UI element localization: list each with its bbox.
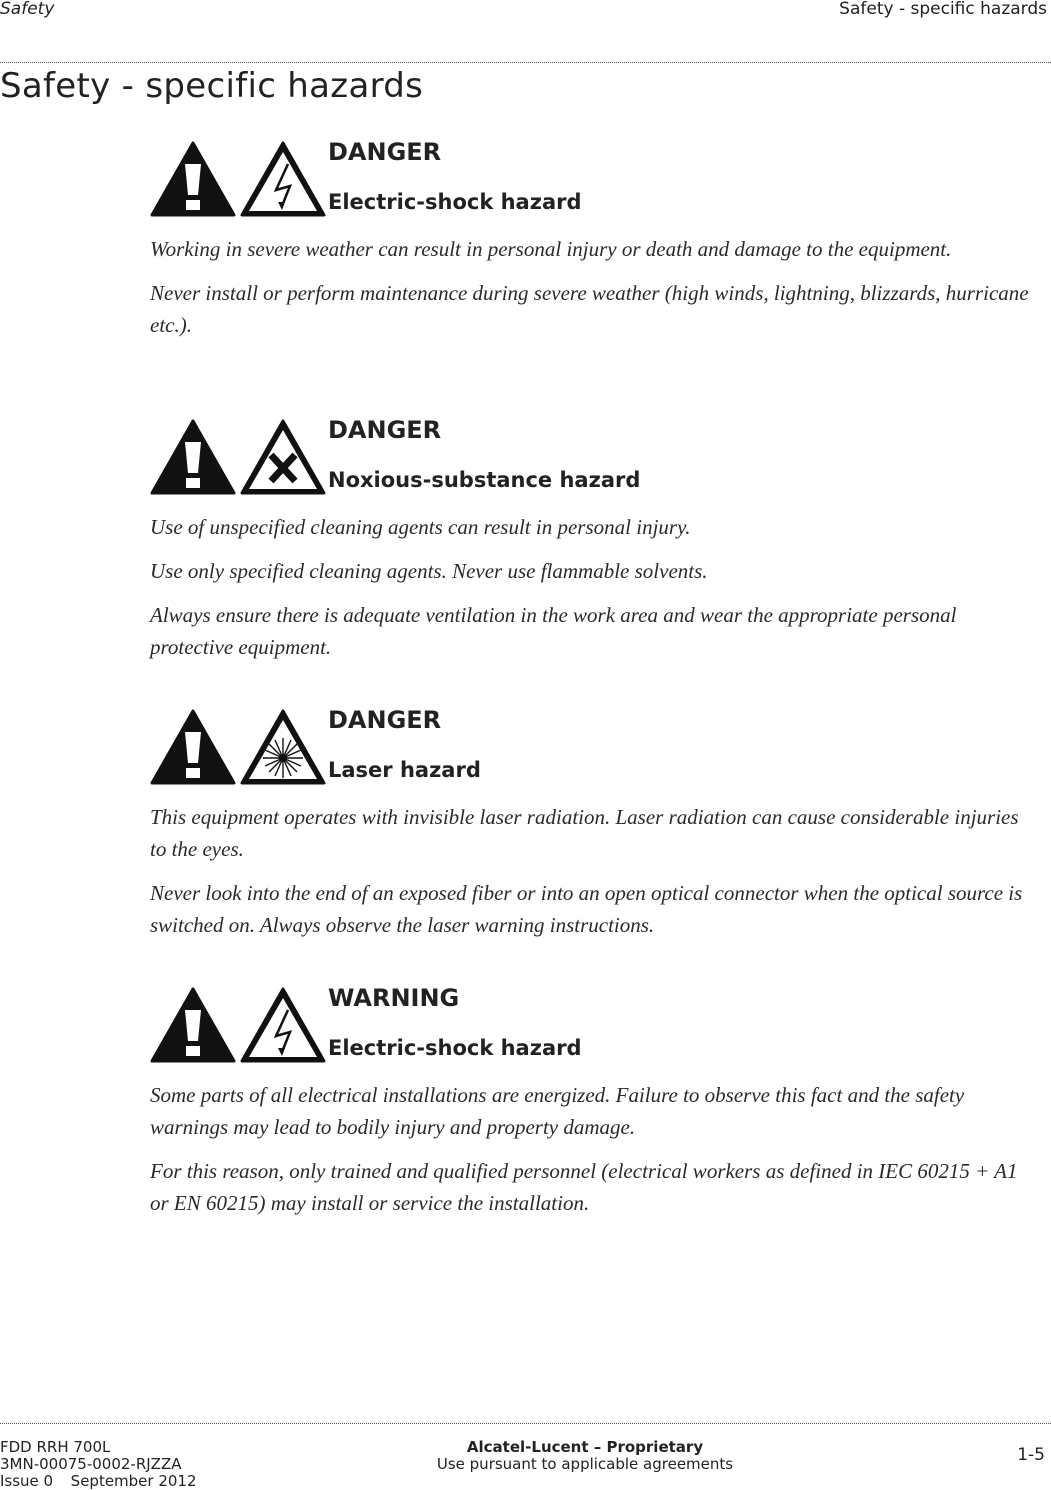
hazard-type: Electric-shock hazard xyxy=(328,1036,582,1060)
footer-company: Alcatel-Lucent – Proprietary xyxy=(466,1438,704,1456)
exclamation-warning-icon xyxy=(152,711,234,783)
footer-product: FDD RRH 700L xyxy=(0,1438,111,1456)
footer-proprietary xyxy=(395,1439,775,1473)
paragraph: This equipment operates with invisible laser radiation. Laser radiation can cause considerable injuries to the eyes. xyxy=(150,805,1019,861)
exclamation-warning-icon xyxy=(152,421,234,493)
paragraph: For this reason, only trained and qualified personnel (electrical workers as defined in IEC 60215 + A1 or EN 60215) may install or service the installation. xyxy=(150,1159,1018,1215)
hazard-text xyxy=(150,1079,1030,1231)
footer-issue: Issue 0 xyxy=(0,1472,54,1490)
paragraph: Always ensure there is adequate ventilation in the work area and wear the appropriate personal protective equipment. xyxy=(150,603,957,659)
footer-doc-number: 3MN-00075-0002-RJZZA xyxy=(0,1455,182,1473)
laser-starburst-icon xyxy=(242,711,324,783)
hazard-type: Noxious-substance hazard xyxy=(328,468,641,492)
lightning-bolt-icon xyxy=(242,143,324,215)
hazard-level: WARNING xyxy=(328,984,460,1012)
running-header-section: Safety - specific hazards xyxy=(839,0,1047,19)
paragraph: Never look into the end of an exposed fiber or into an open optical connector when the optical source is switched on. Always observe the laser warning instructions. xyxy=(150,881,1023,937)
page-title: Safety - specific hazards xyxy=(0,66,424,106)
footer-date: September 2012 xyxy=(70,1472,197,1490)
paragraph: Use only specified cleaning agents. Never use flammable solvents. xyxy=(150,559,708,583)
lightning-bolt-icon xyxy=(242,989,324,1061)
hazard-type: Laser hazard xyxy=(328,758,481,782)
exclamation-warning-icon xyxy=(152,143,234,215)
hazard-level: DANGER xyxy=(328,416,442,444)
hazard-level: DANGER xyxy=(328,706,442,734)
paragraph: Use of unspecified cleaning agents can result in personal injury. xyxy=(150,515,691,539)
hazard-level: DANGER xyxy=(328,138,442,166)
paragraph: Never install or perform maintenance during severe weather (high winds, lightning, blizzards, hurricane etc.). xyxy=(150,281,1029,337)
hazard-text xyxy=(150,511,1030,675)
hazard-icons xyxy=(150,986,326,1066)
footer-divider xyxy=(0,1423,1051,1424)
footer-usage: Use pursuant to applicable agreements xyxy=(436,1455,734,1473)
hazard-icons xyxy=(150,140,326,220)
footer-doc-info xyxy=(0,1439,197,1490)
running-header-chapter: Safety xyxy=(0,0,55,19)
hazard-text xyxy=(150,233,1030,353)
hazard-icons xyxy=(150,418,326,498)
footer-issue-line xyxy=(0,1473,197,1490)
footer-page-number: 1-5 xyxy=(1017,1445,1045,1465)
header-divider xyxy=(0,62,1051,63)
hazard-type: Electric-shock hazard xyxy=(328,190,582,214)
paragraph: Working in severe weather can result in personal injury or death and damage to the equipment. xyxy=(150,237,952,261)
exclamation-warning-icon xyxy=(152,989,234,1061)
noxious-cross-icon xyxy=(242,421,324,493)
hazard-icons xyxy=(150,708,326,788)
hazard-text xyxy=(150,801,1030,953)
paragraph: Some parts of all electrical installations are energized. Failure to observe this fact and the safety warnings may lead to bodily injury and property damage. xyxy=(150,1083,965,1139)
